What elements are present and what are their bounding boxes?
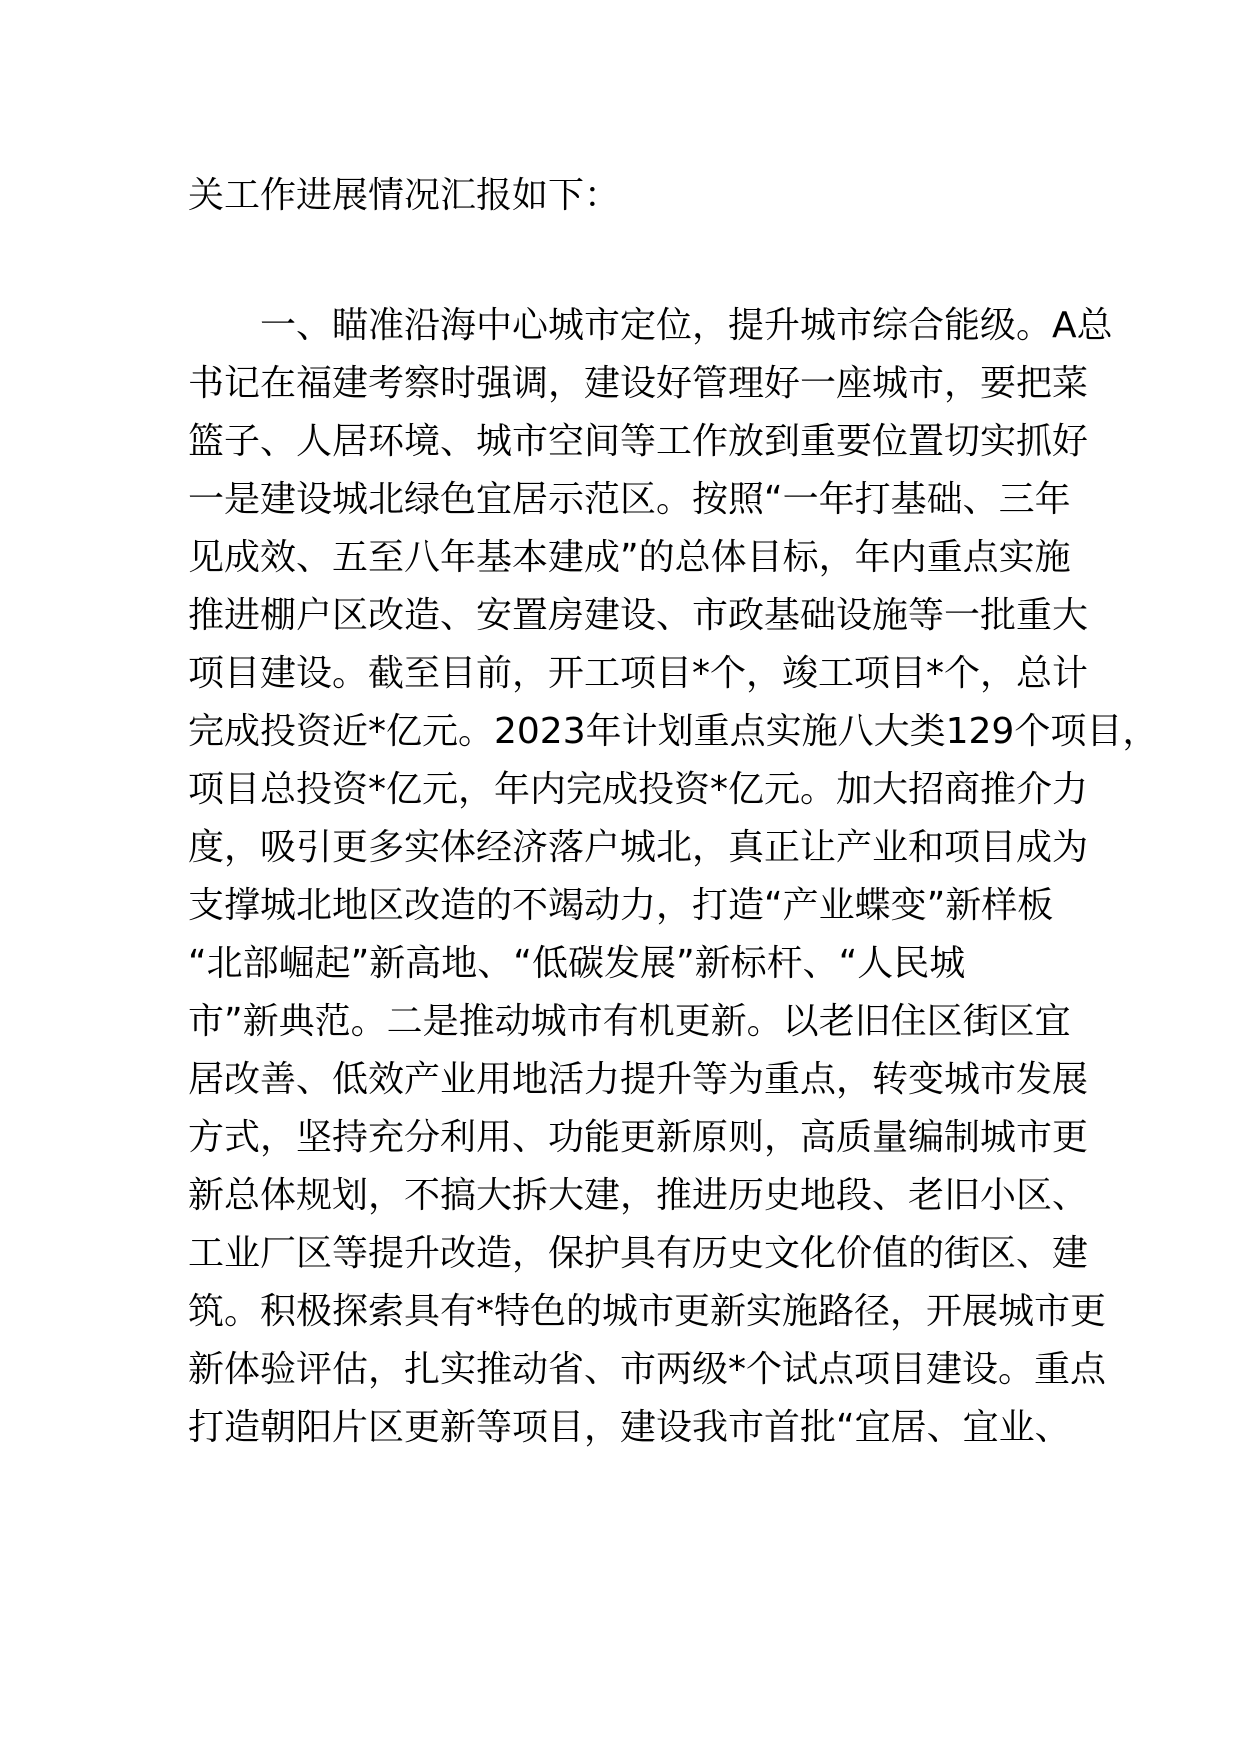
text-line: 完成投资近*亿元。2023年计划重点实施八大类129个项目， <box>188 711 1159 752</box>
text-line: 支撑城北地区改造的不竭动力，打造“产业蝶变”新样板 <box>188 885 1054 926</box>
text-line: 新体验评估，扎实推动省、市两级*个试点项目建设。重点 <box>188 1349 1107 1390</box>
text-line: 筑。积极探索具有*特色的城市更新实施路径，开展城市更 <box>188 1291 1107 1332</box>
text-line: 篮子、人居环境、城市空间等工作放到重要位置切实抓好 <box>188 421 1089 462</box>
text-line: 居改善、低效产业用地活力提升等为重点，转变城市发展 <box>188 1059 1089 1100</box>
text-line: 关工作进展情况汇报如下： <box>188 175 621 216</box>
text-line: 一是建设城北绿色宜居示范区。按照“一年打基础、三年 <box>188 479 1071 520</box>
text-line: 见成效、五至八年基本建成”的总体目标，年内重点实施 <box>188 537 1071 578</box>
text-line: 书记在福建考察时强调，建设好管理好一座城市，要把菜 <box>188 363 1089 404</box>
text-line: 方式，坚持充分利用、功能更新原则，高质量编制城市更 <box>188 1117 1089 1158</box>
text-line: 推进棚户区改造、安置房建设、市政基础设施等一批重大 <box>188 595 1089 636</box>
text-line: 项目建设。截至目前，开工项目*个，竣工项目*个，总计 <box>188 653 1089 694</box>
text-line: 项目总投资*亿元，年内完成投资*亿元。加大招商推介力 <box>188 769 1089 810</box>
text-line: “北部崛起”新高地、“低碳发展”新标杆、“人民城 <box>188 943 966 984</box>
text-line: 度，吸引更多实体经济落户城北，真正让产业和项目成为 <box>188 827 1089 868</box>
section-heading-line: 一、瞄准沿海中心城市定位，提升城市综合能级。A总 <box>188 305 1113 346</box>
text-line: 工业厂区等提升改造，保护具有历史文化价值的街区、建 <box>188 1233 1089 1274</box>
text-line: 打造朝阳片区更新等项目，建设我市首批“宜居、宜业、 <box>188 1407 1071 1448</box>
text-line: 市”新典范。二是推动城市有机更新。以老旧住区街区宜 <box>188 1001 1071 1042</box>
text-line: 新总体规划，不搞大拆大建，推进历史地段、老旧小区、 <box>188 1175 1089 1216</box>
